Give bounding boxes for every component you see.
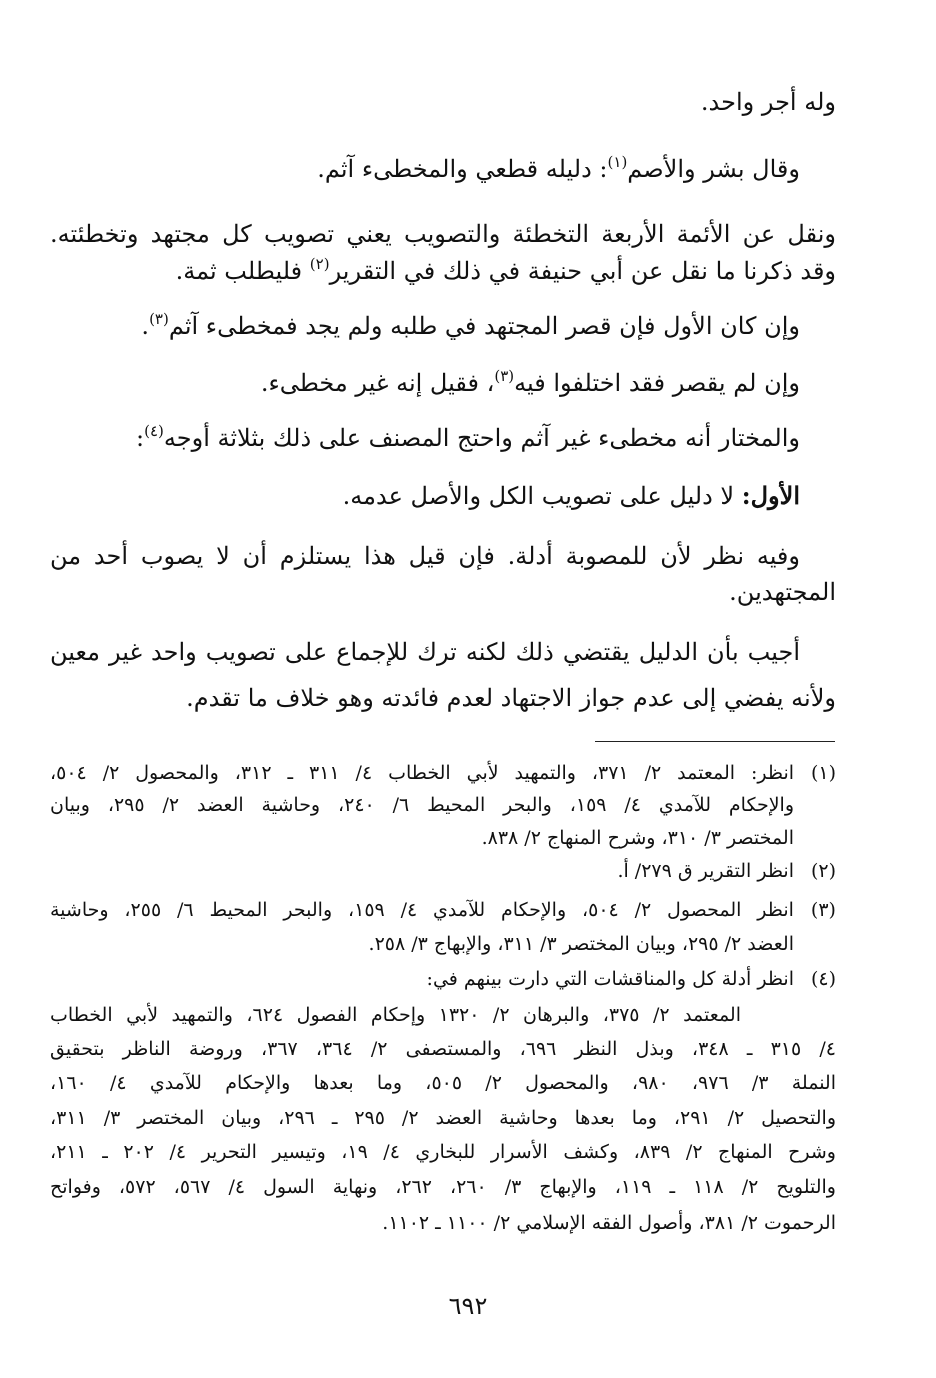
footnote-line: وشرح المنهاج ٢/ ٨٣٩، وكشف الأسرار للبخاري ٤/ ١٩، وتيسير التحرير ٤/ ٢٠٢ ـ ٢١١، — [50, 1141, 836, 1163]
footnote-line: النملة ٣/ ٩٧٦، ٩٨٠، والمحصول ٢/ ٥٠٥، وما بعدها والإحكام للآمدي ٤/ ١٦٠، — [50, 1072, 836, 1094]
footnote-number: (٣) — [810, 899, 836, 921]
footnote-line: (٢)انظر التقرير ق ٢٧٩/ أ. — [50, 856, 836, 886]
text-line: وقد ذكرنا ما نقل عن أبي حنيفة في ذلك في التقرير$^{(٢)}$ فليطلب ثمة. — [175, 255, 836, 285]
footnote-line: (٤)انظر أدلة كل والمناقشات التي دارت بينهم في: — [50, 964, 836, 994]
footnote-ref: (٣) — [149, 310, 169, 328]
text-line: المجتهدين. — [729, 578, 836, 606]
text-line: الأول: لا دليل على تصويب الكل والأصل عدمه. — [342, 481, 800, 510]
footnote-line: (٣)انظر المحصول ٢/ ٥٠٤، والإحكام للآمدي ٤/ ١٥٩، والبحر المحيط ٦/ ٢٥٥، وحاشية — [50, 895, 836, 925]
footnote-divider — [595, 741, 835, 742]
footnote-ref: (١) — [607, 153, 628, 171]
text-line: ونقل عن الأئمة الأربعة التخطئة والتصويب يعني تصويب كل مجتهد وتخطئته. — [50, 220, 837, 248]
footnote-line: والتلويح ٢/ ١١٨ ـ ١١٩، والإبهاج ٣/ ٢٦٠، ٢٦٢، ونهاية السول ٤/ ٥٦٧، ٥٧٢، وفواتح — [50, 1176, 836, 1198]
page-number: ٦٩٢ — [448, 1292, 488, 1320]
text-line: وإن لم يقصر فقد اختلفوا فيه$^{(٣)}$، فقيل إنه غير مخطىء. — [260, 367, 800, 397]
text-line: ولأنه يفضي إلى عدم جواز الاجتهاد لعدم فائدته وهو خلاف ما تقدم. — [186, 684, 836, 712]
footnote-line: (١)انظر: المعتمد ٢/ ٣٧١، والتمهيد لأبي الخطاب ٤/ ٣١١ ـ ٣١٢، والمحصول ٢/ ٥٠٤، — [50, 758, 836, 788]
footnote-line: ٤/ ٣١٥ ـ ٣٤٨، وبذل النظر ٦٩٦، والمستصفى ٢/ ٣٦٤، ٣٦٧، وروضة الناظر بتحقيق — [50, 1038, 836, 1060]
footnote-number: (١) — [810, 762, 837, 784]
footnote-line: العضد ٢/ ٢٩٥، وبيان المختصر ٣/ ٣١١، والإبهاج ٣/ ٢٥٨. — [368, 933, 794, 955]
footnote-line: الرحموت ٢/ ٣٨١، وأصول الفقه الإسلامي ٢/ ١١٠٠ ـ ١١٠٢. — [382, 1212, 836, 1234]
footnote-line: المعتمد ٢/ ٣٧٥، والبرهان ٢/ ١٣٢٠ وإحكام الفصول ٦٢٤، والتمهيد لأبي الخطاب — [50, 1004, 741, 1026]
point-heading: الأول: — [741, 481, 800, 510]
text-line: وقال بشر والأصم$^{(١)}$: دليله قطعي والمخطىء آثم. — [317, 153, 800, 183]
footnote-number: (٤) — [810, 968, 836, 990]
text-line: أجيب بأن الدليل يقتضي ذلك لكنه ترك للإجماع على تصويب واحد غير معين — [50, 638, 800, 666]
footnote-line: المختصر ٣/ ٣١٠، وشرح المنهاج ٢/ ٨٣٨. — [481, 827, 794, 849]
text-line: وفيه نظر لأن للمصوبة أدلة. فإن قيل هذا يستلزم أن لا يصوب أحد من — [50, 542, 800, 570]
footnote-ref: (٢) — [309, 255, 330, 273]
text-line: والمختار أنه مخطىء غير آثم واحتج المصنف على ذلك بثلاثة أوجه$^{(٤)}$: — [136, 422, 800, 452]
footnote-line: والتحصيل ٢/ ٢٩١، وما بعدها وحاشية العضد ٢/ ٢٩٥ ـ ٢٩٦، وبيان المختصر ٣/ ٣١١، — [50, 1107, 837, 1129]
text-line: وله أجر واحد. — [700, 88, 836, 116]
text-line: وإن كان الأول فإن قصر المجتهد في طلبه ولم يجد فمخطىء آثم$^{(٣)}$. — [141, 310, 800, 340]
footnote-ref: (٤) — [144, 422, 164, 440]
footnote-number: (٢) — [810, 860, 836, 882]
footnote-line: والإحكام للآمدي ٤/ ١٥٩، والبحر المحيط ٦/ ٢٤٠، وحاشية العضد ٢/ ٢٩٥، وبيان — [50, 794, 794, 816]
footnote-ref: (٣) — [494, 367, 515, 385]
